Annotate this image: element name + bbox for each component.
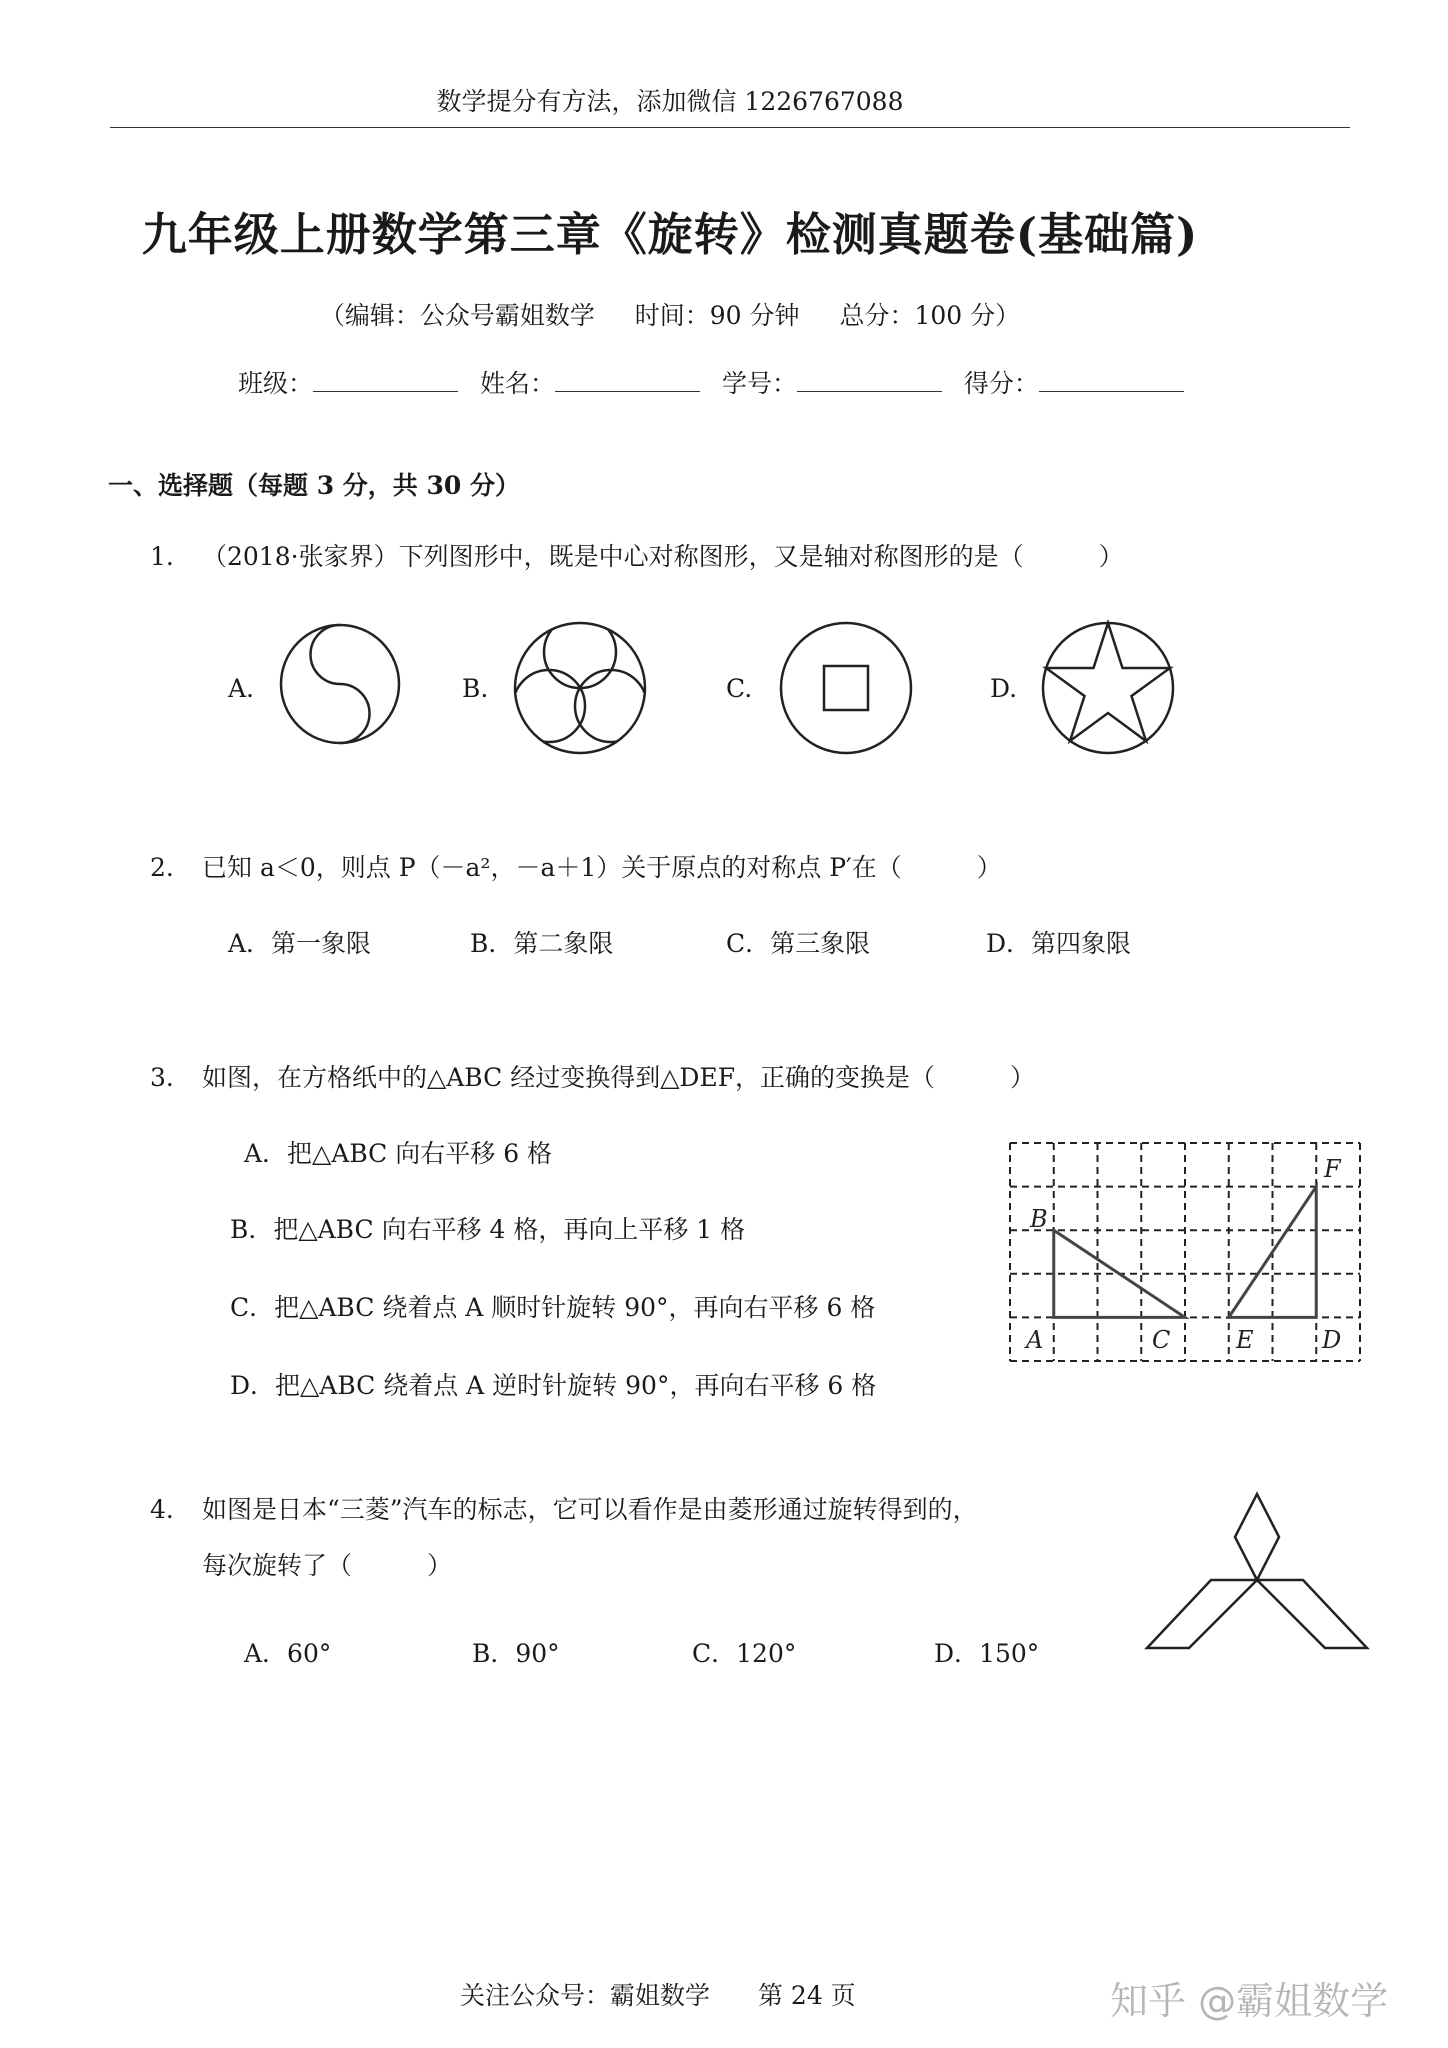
question-number: 3. <box>150 1063 174 1092</box>
question-text: 如图，在方格纸中的△ABC 经过变换得到△DEF，正确的变换是（ ） <box>202 1063 1036 1092</box>
option-label-c: C. <box>726 674 753 703</box>
option-c: C．120° <box>692 1639 797 1668</box>
section-title: 一、选择题（每题 3 分，共 30 分） <box>108 471 521 500</box>
question-number: 1. <box>150 542 174 571</box>
option-b: B．90° <box>472 1639 560 1668</box>
question-text: 已知 a＜0，则点 P（－a²，－a＋1）关于原点的对称点 P′在（ ） <box>202 853 1002 882</box>
question-3 <box>150 1058 1035 1094</box>
option-label-a: A. <box>228 674 255 703</box>
exam-meta <box>0 296 1340 332</box>
label-c: C <box>1152 1326 1171 1354</box>
score-blank <box>1039 369 1184 392</box>
grid-figure-triangles <box>1010 1143 1360 1361</box>
class-field <box>238 364 458 400</box>
label-f: F <box>1324 1155 1341 1183</box>
question-2 <box>150 848 1002 884</box>
option-label-d: D. <box>990 674 1018 703</box>
option-a: A．第一象限 <box>228 929 372 958</box>
label-e: E <box>1236 1326 1254 1354</box>
question-1 <box>150 537 1124 573</box>
figure-a-sline-circle <box>278 622 402 746</box>
id-label: 学号： <box>721 369 797 398</box>
class-label: 班级： <box>238 369 314 398</box>
class-blank <box>313 369 458 392</box>
question-number: 2. <box>150 853 174 882</box>
figure-c-square-circle <box>778 620 914 756</box>
zhihu-watermark: 知乎 @霸姐数学 <box>1110 1979 1389 2023</box>
mitsubishi-logo-figure <box>1146 1494 1368 1654</box>
label-b: B <box>1030 1205 1048 1233</box>
option-b: B．第二象限 <box>470 929 614 958</box>
question-4-line2: 每次旋转了（ ） <box>202 1551 453 1580</box>
option-c: C．把△ABC 绕着点 A 顺时针旋转 90°，再向右平移 6 格 <box>230 1293 876 1322</box>
page-footer <box>460 1976 896 2012</box>
name-field <box>480 364 700 400</box>
page-title: 九年级上册数学第三章《旋转》检测真题卷(基础篇) <box>141 208 1199 261</box>
label-a: A <box>1026 1326 1044 1354</box>
option-a: A．60° <box>244 1639 332 1668</box>
total-info: 总分：100 分） <box>839 301 1021 330</box>
name-blank <box>555 369 700 392</box>
student-fields <box>238 364 1198 400</box>
footer-account: 关注公众号：霸姐数学 <box>460 1981 711 2010</box>
header-rule <box>110 127 1350 128</box>
editor-info: （编辑：公众号霸姐数学 <box>319 301 595 330</box>
question-4 <box>150 1490 978 1526</box>
header-note: 数学提分有方法，添加微信 1226767088 <box>436 87 904 116</box>
score-label: 得分： <box>963 369 1039 398</box>
id-blank <box>797 369 942 392</box>
id-field <box>722 364 942 400</box>
figure-b-three-arcs-circle <box>512 620 648 756</box>
option-label-b: B. <box>462 674 489 703</box>
option-d: D．150° <box>934 1639 1040 1668</box>
time-info: 时间：90 分钟 <box>634 301 800 330</box>
page-number: 第 24 页 <box>757 1981 856 2010</box>
figure-d-star-circle <box>1040 620 1176 756</box>
question-text: （2018·张家界）下列图形中，既是中心对称图形，又是轴对称图形的是（ ） <box>202 542 1124 571</box>
name-label: 姓名： <box>479 369 555 398</box>
score-field <box>964 364 1184 400</box>
label-d: D <box>1322 1326 1342 1354</box>
option-b: B．把△ABC 向右平移 4 格，再向上平移 1 格 <box>230 1215 746 1244</box>
option-d: D．把△ABC 绕着点 A 逆时针旋转 90°，再向右平移 6 格 <box>230 1371 877 1400</box>
question-number: 4. <box>150 1495 174 1524</box>
question-text-line1: 如图是日本“三菱”汽车的标志，它可以看作是由菱形通过旋转得到的， <box>202 1495 978 1524</box>
option-c: C．第三象限 <box>726 929 871 958</box>
option-a: A．把△ABC 向右平移 6 格 <box>244 1139 553 1168</box>
option-d: D．第四象限 <box>986 929 1132 958</box>
